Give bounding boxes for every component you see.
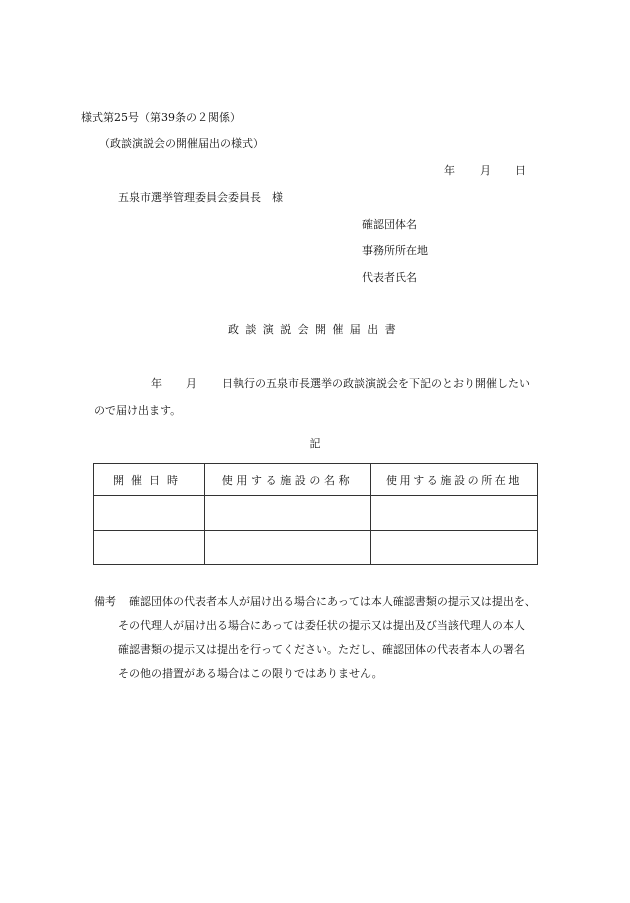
addressee: 五泉市選挙管理委員会委員長 様 [118,191,283,204]
cell-facility-name[interactable] [205,530,371,564]
table-row [94,496,538,530]
document-title: 政談演説会開催届出書 [228,323,402,336]
cell-facility-name[interactable] [205,496,371,530]
body-text-line-2: ので届け出ます。 [94,404,182,417]
date-day-label: 日 [515,164,526,177]
header-facility-location: 使用する施設の所在地 [371,464,538,496]
body-month-label: 月 [186,377,197,390]
venue-table [93,463,538,565]
form-number: 様式第25号（第39条の２関係） [81,111,241,124]
cell-datetime[interactable] [94,530,205,564]
header-facility-name: 使用する施設の名称 [205,464,371,496]
table-row [94,530,538,564]
notes-label: 備考 [94,595,116,608]
ki-heading: 記 [309,437,321,450]
body-text-line-1: 日執行の五泉市長選挙の政談演説会を下記のとおり開催したい [222,377,530,390]
group-name-label: 確認団体名 [362,218,417,231]
notes-line-4: その他の措置がある場合はこの限りではありません。 [118,667,383,680]
table-header-row [94,464,538,496]
body-year-label: 年 [151,377,162,390]
representative-name-label: 代表者氏名 [362,271,417,284]
date-month-label: 月 [480,164,491,177]
cell-datetime[interactable] [94,496,205,530]
date-year-label: 年 [444,164,455,177]
cell-facility-location[interactable] [371,530,538,564]
cell-facility-location[interactable] [371,496,538,530]
notes-line-3: 確認書類の提示又は提出を行ってください。ただし、確認団体の代表者本人の署名 [118,643,525,656]
notes-line-2: その代理人が届け出る場合にあっては委任状の提示又は提出及び当該代理人の本人 [118,619,525,632]
header-datetime: 開催日時 [94,464,205,496]
office-location-label: 事務所所在地 [362,244,428,257]
form-subtitle: （政談演説会の開催届出の様式） [99,137,264,150]
notes-line-1: 確認団体の代表者本人が届け出る場合にあっては本人確認書類の提示又は提出を、 [129,595,536,608]
